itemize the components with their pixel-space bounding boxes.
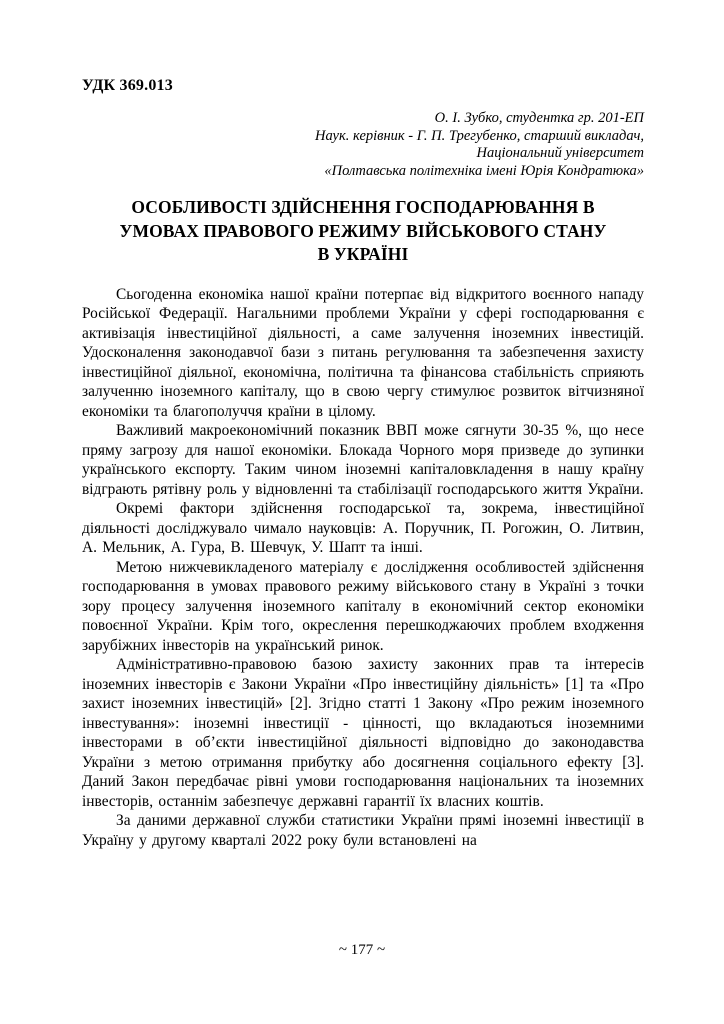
supervisor-line: Наук. керівник - Г. П. Трегубенко, старший викладач, bbox=[315, 127, 644, 144]
author-block bbox=[82, 110, 644, 180]
paragraph-legal-base: Адміністративно-правовою базою захисту законних прав та інтересів іноземних інвесторів є Закони України «Про інвестиційну діяльність» [1] та «Про захист іноземних інвестицій» [2]. Згідно статті 1 Закону «Про режим іноземного інвестування»: іноземні інвестиції - цінності, що вкладаються іноземними інвесторами в об’єкти інвестиційної діяльності відповідно до законодавства України з метою отримання прибутку або досягнення соціального ефекту [3]. Даний Закон передбачає рівні умови господарювання національних та іноземних інвесторів, останнім забезпечує державні гарантії їх власних коштів. bbox=[82, 656, 644, 810]
udc-code: УДК 369.013 bbox=[82, 77, 173, 94]
university-line: Національний університет bbox=[476, 145, 644, 162]
author-name-line: О. І. Зубко, студентка гр. 201-ЕП bbox=[434, 110, 644, 126]
paragraph-statistics: За даними державної служби статистики України прямі іноземні інвестиції в Україну у другому кварталі 2022 року були встановлені на bbox=[82, 812, 644, 849]
page-number: ~ 177 ~ bbox=[338, 942, 386, 958]
article-title bbox=[82, 196, 644, 267]
article-title-line-2: УМОВАХ ПРАВОВОГО РЕЖИМУ ВІЙСЬКОВОГО СТАНУ bbox=[119, 220, 607, 241]
university-name-line: «Полтавська політехніка імені Юрія Кондратюка» bbox=[324, 162, 644, 179]
article-title-line-3: В УКРАЇНІ bbox=[317, 244, 409, 265]
paragraph-intro: Сьогоденна економіка нашої країни потерпає від відкритого воєнного нападу Російської Федерації. Нагальними проблеми України у сфері господарювання є активізація інвестиційної діяльності, а саме залучення іноземних інвестицій. Удосконалення законодавчої бази з питань регулювання та забезпечення захисту інвестиційної діяльної, економічна, політична та фінансова стабільність сприяють залученню іноземного капіталу, що в свою чергу стимулює розвиток вітчизняної економіки та благополуччя країни в цілому. bbox=[82, 285, 644, 420]
article-title-line-1: ОСОБЛИВОСТІ ЗДІЙСНЕННЯ ГОСПОДАРЮВАННЯ В bbox=[131, 197, 595, 218]
page-content bbox=[82, 76, 644, 850]
paragraph-gdp: Важливий макроекономічний показник ВВП може сягнути 30-35 %, що несе пряму загрозу для нашої економіки. Блокада Чорного моря призведе до зупинки українського експорту. Таким чином іноземні капіталовкладення в нашу країну відграють рятівну роль у відновленні та стабілізації господарського життя України. bbox=[82, 422, 644, 498]
article-body bbox=[82, 285, 644, 851]
paragraph-goal: Метою нижчевикладеного матеріалу є дослідження особливостей здійснення господарювання в умовах правового режиму військового стану в Україні з точки зору процесу залучення іноземного капіталу в економічний сектор економіки повоєнної України. Крім того, окреслення перешкоджаючих проблем входження зарубіжних інвесторів на український ринок. bbox=[82, 558, 644, 654]
paragraph-researchers: Окремі фактори здійснення господарської та, зокрема, інвестиційної діяльності досліджувало чимало науковців: А. Поручник, П. Рогожин, О. Литвин, А. Мельник, А. Гура, В. Шевчук, У. Шапт та інші. bbox=[82, 500, 644, 557]
